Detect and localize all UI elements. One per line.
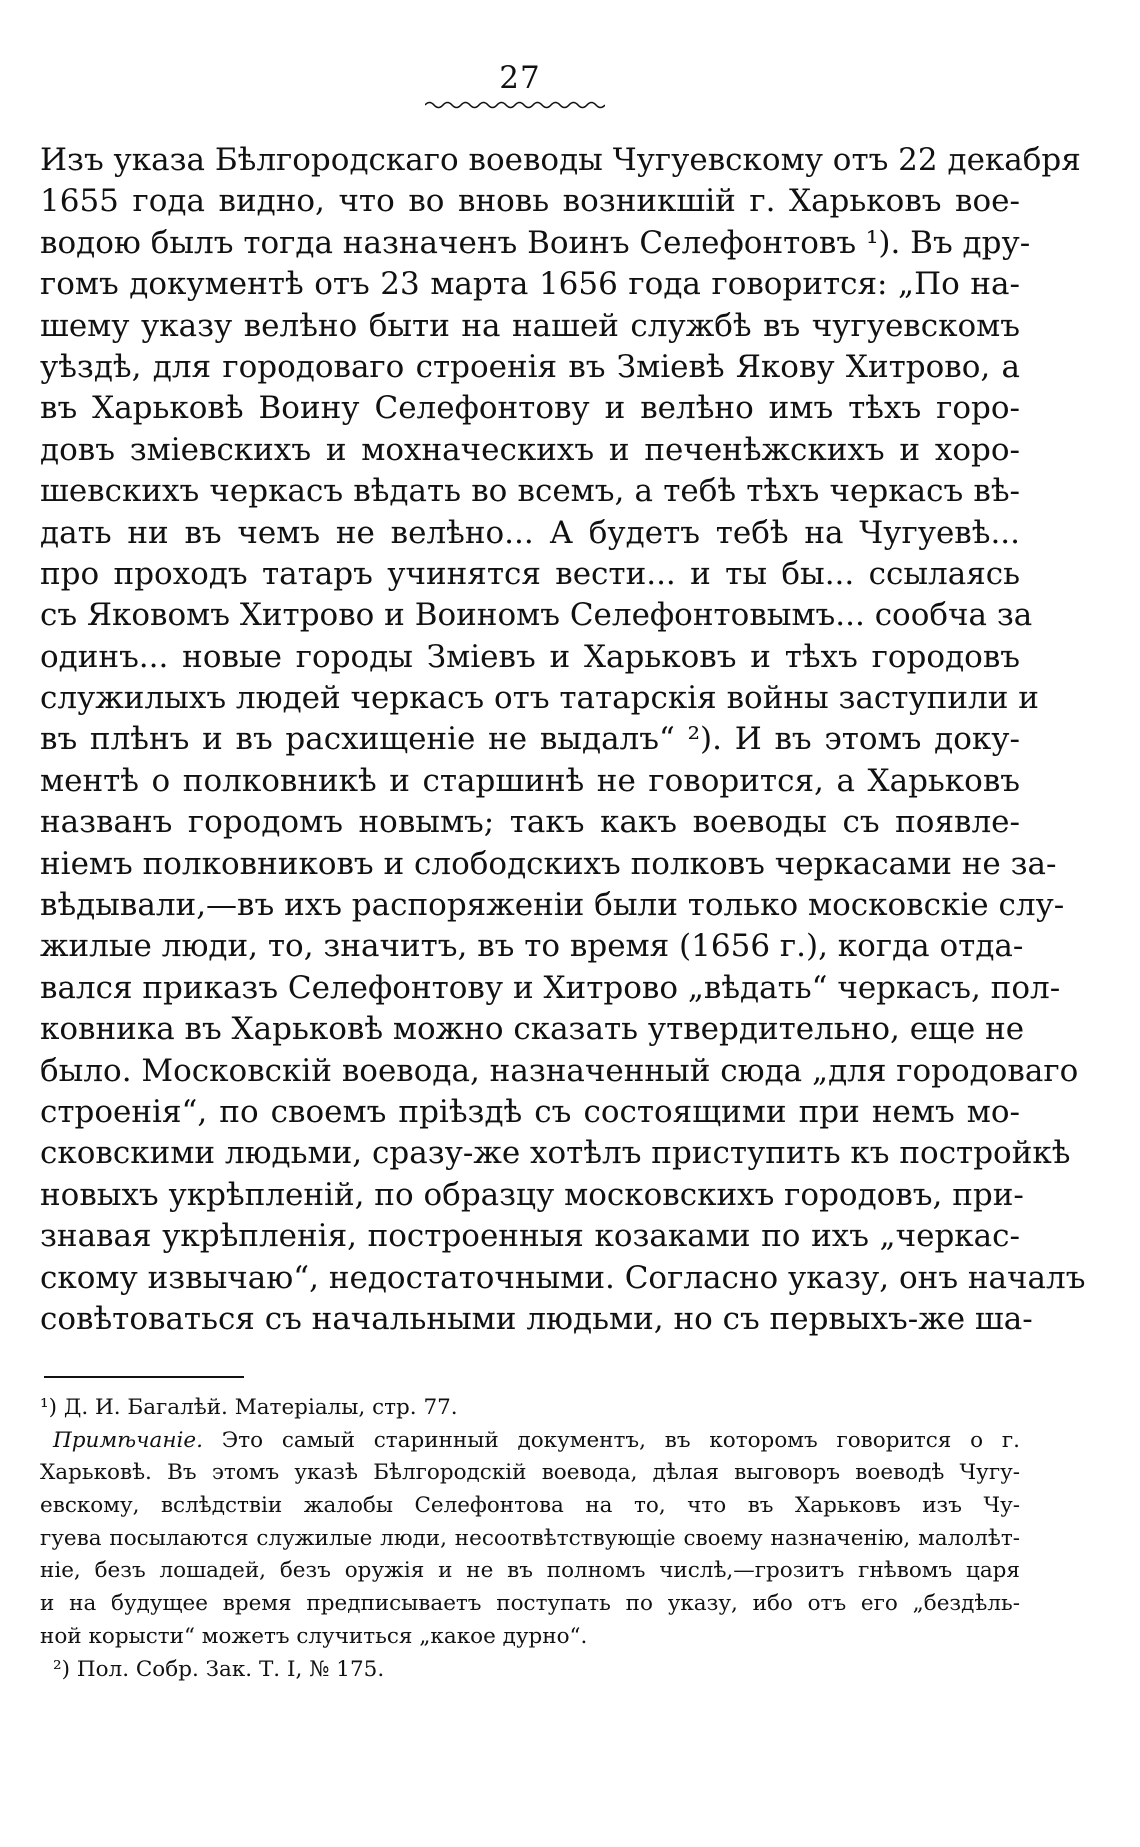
text-line: названъ городомъ новымъ; такъ какъ воеводы съ появле-	[40, 804, 1020, 841]
text-line: шевскихъ черкасъ вѣдать во всемъ, а тебѣ тѣхъ черкасъ вѣ-	[40, 473, 1020, 510]
text-line: вался приказъ Селефонтову и Хитрово „вѣдать“ черкасъ, пол-	[40, 969, 1061, 1006]
footnote-remark-first-line	[40, 1425, 1020, 1458]
text-line: ковника въ Харьковѣ можно сказать утвердительно, еще не	[40, 1011, 1025, 1048]
text-line: сковскими людьми, сразу-же хотѣлъ приступить къ постройкѣ	[40, 1135, 1071, 1172]
text-line: въ Харьковѣ Воину Селефонтову и велѣно имъ тѣхъ горо-	[40, 390, 1020, 427]
text-line: знавая укрѣпленія, построенныя козаками по ихъ „черкас-	[40, 1218, 1020, 1255]
text-line: скому извычаю“, недостаточными. Согласно указу, онъ началъ	[40, 1259, 1086, 1296]
text-line: совѣтоваться съ начальными людьми, но съ первыхъ-же ша-	[40, 1300, 1033, 1337]
text-line: одинъ... новые городы Зміевъ и Харьковъ и тѣхъ городовъ	[40, 638, 1020, 675]
text-line: съ Яковомъ Хитрово и Воиномъ Селефонтовымъ... сообча за	[40, 597, 1033, 634]
text-line: въ плѣнъ и въ расхищеніе не выдалъ“ ²). И въ этомъ доку-	[40, 721, 1020, 758]
footnote-divider	[44, 1376, 244, 1378]
text-line: дать ни въ чемъ не велѣно... А будетъ тебѣ на Чугуевѣ...	[40, 514, 1020, 551]
text-line: Изъ указа Бѣлгородскаго воеводы Чугуевскому отъ 22 декабря	[40, 142, 1081, 178]
text-line: жилые люди, то, значитъ, въ то время (1656 г.), когда отда-	[40, 928, 1024, 965]
remark-text: Это самый старинный документъ, въ которомъ говорится о г.	[202, 1427, 1020, 1453]
page-number: 27	[499, 60, 541, 96]
footnote-remark-line: гуева посылаются служилые люди, несоотвѣтствующіе своему назначенію, малолѣт-	[40, 1525, 1020, 1551]
text-line: гомъ документѣ отъ 23 марта 1656 года говорится: „По на-	[40, 266, 1020, 303]
text-line: служилыхъ людей черкасъ отъ татарскія войны заступили и	[40, 680, 1039, 717]
text-line: вѣдывали,—въ ихъ распоряженіи были только московскіе слу-	[40, 887, 1065, 924]
text-line: довъ зміевскихъ и мохначескихъ и печенѣжскихъ и хоро-	[40, 431, 1020, 468]
text-line: было. Московскій воевода, назначенный сюда „для городоваго	[40, 1052, 1079, 1089]
text-line: шему указу велѣно быти на нашей службѣ въ чугуевскомъ	[40, 307, 1020, 344]
wavy-ornament-icon	[425, 100, 605, 110]
footnotes-block	[40, 1392, 1020, 1686]
footnote-1: ¹) Д. И. Багалѣй. Матеріалы, стр. 77.	[40, 1395, 458, 1420]
footnote-remark-line: евскому, вслѣдствіи жалобы Селефонтова на то, что въ Харьковъ изъ Чу-	[40, 1493, 1020, 1519]
text-line: ментѣ о полковникѣ и старшинѣ не говорится, а Харьковъ	[40, 762, 1020, 799]
main-text-block	[40, 140, 1086, 1340]
footnote-2: ²) Пол. Собр. Зак. Т. I, № 175.	[53, 1656, 385, 1682]
footnote-remark-line: ніе, безъ лошадей, безъ оружія и не въ полномъ числѣ,—грозитъ гнѣвомъ царя	[40, 1558, 1020, 1584]
footnote-remark-line: Харьковѣ. Въ этомъ указѣ Бѣлгородскій воевода, дѣлая выговоръ воеводѣ Чугу-	[40, 1460, 1020, 1486]
text-line: про проходъ татаръ учинятся вести... и ты бы... ссылаясь	[40, 555, 1020, 592]
footnote-remark-line: ной корысти“ можетъ случиться „какое дурно“.	[40, 1623, 588, 1649]
footnote-remark-line: и на будущее время предписываетъ поступать по указу, ибо отъ его „бездѣль-	[40, 1591, 1020, 1617]
text-line: уѣздѣ, для городоваго строенія въ Зміевѣ Якову Хитрово, а	[40, 348, 1020, 385]
text-line: 1655 года видно, что во вновь возникшій г. Харьковъ вое-	[40, 183, 1020, 220]
text-line: новыхъ укрѣпленій, по образцу московскихъ городовъ, при-	[40, 1176, 1024, 1213]
text-line: строенія“, по своемъ пріѣздѣ съ состоящими при немъ мо-	[40, 1093, 1020, 1130]
text-line: ніемъ полковниковъ и слободскихъ полковъ черкасами не за-	[40, 845, 1057, 882]
text-line: водою былъ тогда назначенъ Воинъ Селефонтовъ ¹). Въ дру-	[40, 224, 1031, 261]
remark-label: Примѣчаніе.	[53, 1427, 203, 1453]
